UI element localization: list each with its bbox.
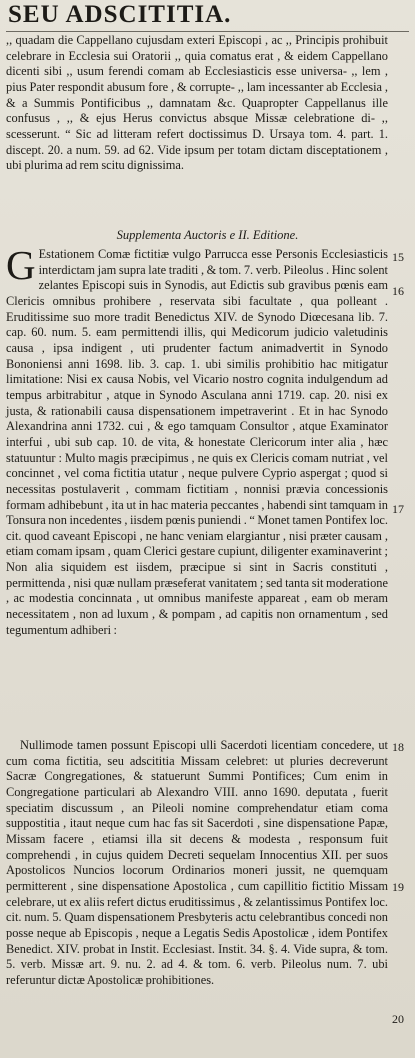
margin-number: 16 <box>392 284 404 298</box>
paragraph-main-text: Estationem Comæ fictitiæ vulgo Parrucca esse Personis Ecclesiasticis interdictam jam supra late traditi , & tom. 7. verb. Pileolus . Hinc solent zelantes Episcopi suis in Synodis, aut Edictis sub gravibus pœnis eam Clericis omnibus prohibere , reservata sibi facultate , qua polleant . Eruditissime suo more tradit Benedictus XIV. de Synodo Diœcesana lib. 7. cap. 60. num. 5. eam permittendi illis, qui Medicorum judicio valetudinis causa , ipsa indigent , uti prudenter factum animadvertit in Synodo Bononiensi anni 1698. lib. 3. cap. 1. ubi similis prohibitio hac mitigatur limitatione: Nisi ex causa Nobis, vel Vicario nostro cognita indulgendum ad tempus arbitrabitur , atque in Synodo Asculana anni 1719. cap. 20. nisi ex justa, & rationabili causa dispensationem impetraverint . Et in hac Synodo Alexandrina anni 1732. cui , & ego tamquam Consultor , atque Examinator interfui , ubi sub cap. 10. de vita, & honestate Clericorum inter alia , hæc statuuntur : Multo magis præcipimus , ne quis ex Clericis comam nutriat , vel concinnet , vel coma fictitia utatur , neque pulvere Cyprio aspergat ; quod si necessitas postulaverit , commam fictitiam , nonnisi prævia concessionis formam adhibebunt , ita ut in hac materia peccantes , habendi sint tamquam in Tonsura non incedentes , iisdem pœnis puniendi . “ Monet tamen Pontifex loc. cit. quod caveant Episcopi , ne hanc veniam elargiantur , nisi præter causam , etiam comam ipsam , quam Clerici gestare cupiunt, diligenter examinaverint ; Non alia siquidem est iisdem, præcipue si sint in Sacris constituti , permittenda , nisi quæ nullam præseferat vanitatem ; sed tanta sit moderatione , ac modestia concinnata , ut omnibus manifeste appareat , eam ob meram necessitatem , non ad luxum , & pompam , ad capitis non ornamentum , sed tegumentum adhiberi : <box>6 247 388 637</box>
running-head: SEU ADSCITITIA. <box>8 1 232 28</box>
drop-cap: G <box>6 242 36 288</box>
header-rule <box>6 31 409 32</box>
section-heading: Supplementa Auctoris e II. Editione. <box>116 228 299 242</box>
paragraph-main <box>6 242 388 638</box>
margin-number: 15 <box>392 250 404 264</box>
margin-number: 18 <box>392 740 404 754</box>
paragraph-second: Nullimode tamen possunt Episcopi ulli Sacerdoti licentiam concedere, ut cum coma fictitia, seu adscititia Missam celebret: ut pluries decreverunt Sacræ Congregationes, & statuerunt Summi Pontifices; Cum enim in Congregatione particulari ab Alexandro VIII. anno 1690. deputata , fuerit speciatim discussum , an Pileoli nomine comprehendatur etiam coma suppostitia , itaut neque cum hac fas sit Sacerdoti , sine dispensatione Papæ, Missam facere , etiamsi illa sit decens & modesta , responsum fuit comprehendi , in cujus quidem Decreti sequelam Innocentius XII. per suos Apostolicos Nuncios locorum Ordinarios moneri jussit, ne quemquam permitterent , sine dispensatione Apostolica , cum capillitio fictitio Missam celebrare, ut ex aliis refert dictus eruditissimus , & zelantissimus Pontifex loc. cit. num. 5. Quam dispensationem Presbyteris actu celebrantibus concedi non posse neque ab Episcopis , neque a Legatis Sedis Apostolicæ , idem Pontifex Benedict. XIV. probat in Instit. Ecclesiast. Instit. 34. §. 4. Vide supra, & tom. 5. verb. Missæ art. 9. nu. 2. ad 4. & tom. 6. verb. Pileolus num. 7. ubi referuntur dictæ Apostolicæ prohibitiones. <box>6 738 388 987</box>
margin-number: 19 <box>392 880 404 894</box>
margin-number: 17 <box>392 502 404 516</box>
paragraph-quotation: ,, quadam die Cappellano cujusdam exteri Episcopi , ac ,, Principis prohibuit celebrare in Ecclesia sui Oratorii ,, quia comatus erat , & eidem Cappellano dicenti sibi ,, usum ferendi comam ab Ecclesiasticis esse universa- ,, lem , pius Pater respondit abusum fore , & corrupte- ,, lam incessanter ab Ecclesia , & a Summis Pontificibus ,, damnatam &c. Quapropter Cappellanus ille confusus , ,, & ejus Herus convictus absque Missæ celebratione di- ,, scesserunt. “ Sic ad litteram refert doctissimus D. Ursaya tom. 4. part. 1. discept. 20. a num. 59. ad 62. Vide ipsum per totam dictam disceptationem , ubi plurima ad rem scitu dignissima. <box>6 33 388 173</box>
margin-number: 20 <box>392 1012 404 1026</box>
